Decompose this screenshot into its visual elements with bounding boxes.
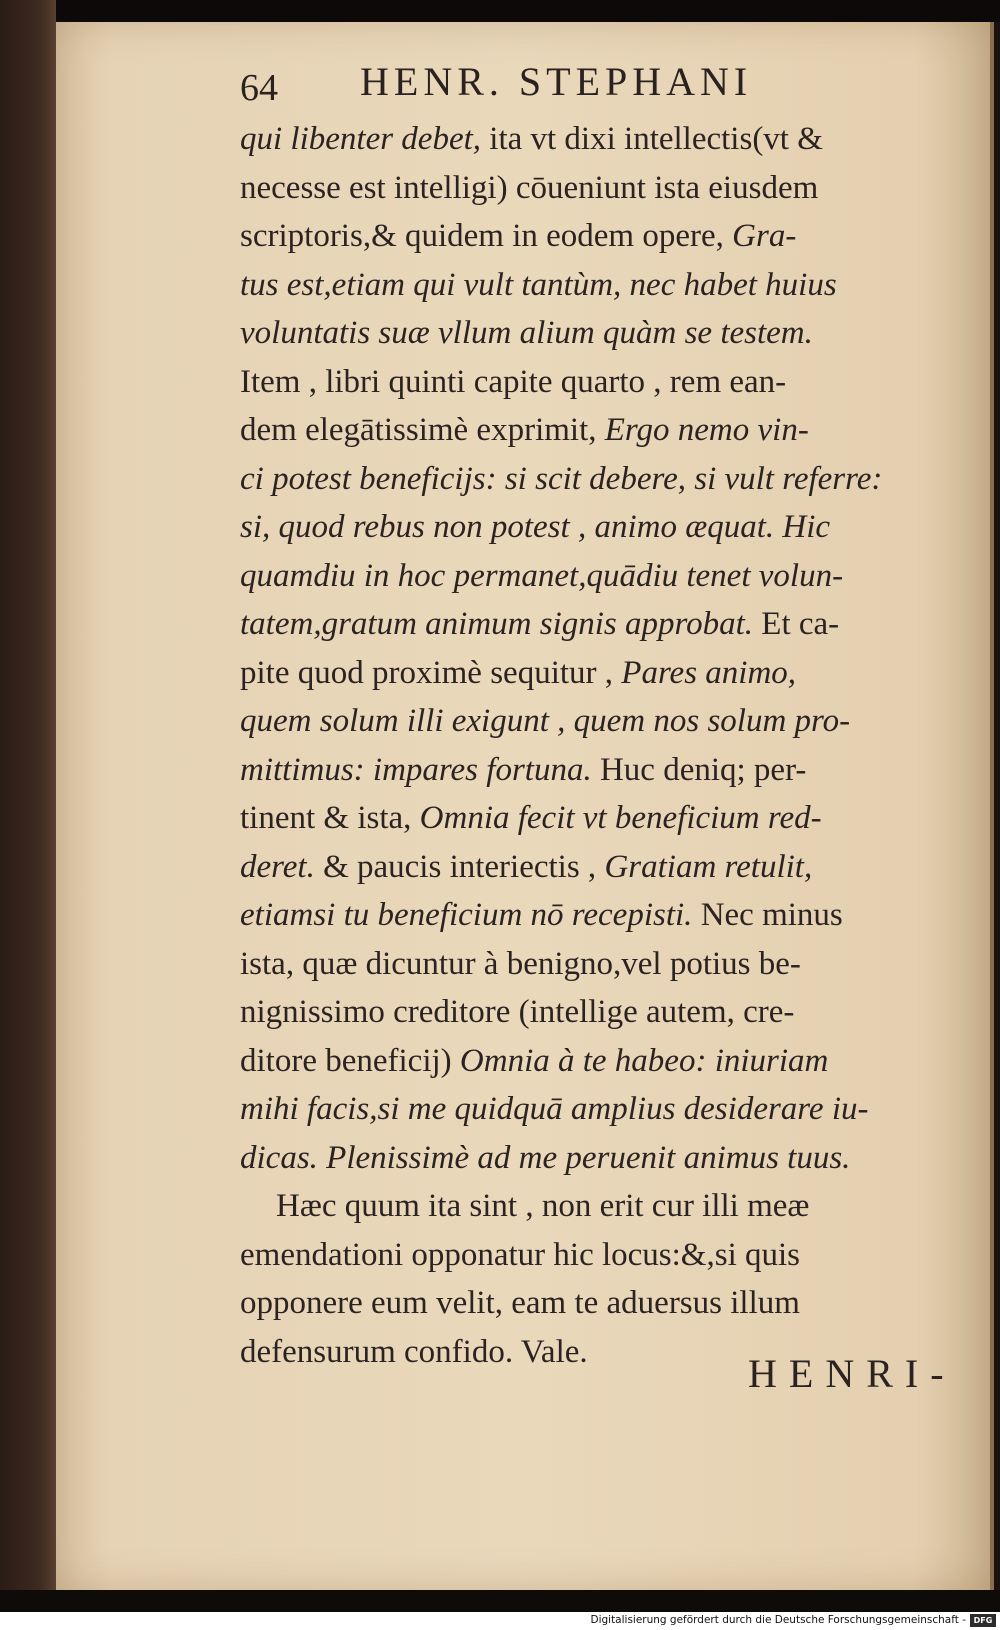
text-line	[240, 1085, 960, 1134]
roman-text: emendationi opponatur hic locus:&,si quis	[240, 1236, 801, 1273]
running-head	[240, 48, 880, 118]
italic-quotation: mittimus: impares fortuna.	[240, 751, 592, 788]
roman-text: opponere eum velit, eam te aduersus illum	[240, 1285, 800, 1321]
dfg-logo: DFG	[970, 1614, 996, 1627]
text-line	[240, 794, 960, 843]
text-line	[240, 309, 960, 358]
text-line	[240, 406, 960, 455]
roman-text: Huc deniq; per-	[591, 751, 807, 788]
digitization-footer	[0, 1612, 1000, 1630]
roman-text: & paucis interiectis ,	[314, 848, 605, 885]
italic-quotation: Pares animo,	[621, 654, 797, 691]
catchword: HENRI-	[748, 1351, 956, 1396]
italic-quotation: deret.	[240, 848, 315, 885]
text-line	[240, 988, 960, 1037]
italic-quotation: ci potest beneficijs: si scit debere, si vult referre:	[240, 460, 883, 497]
roman-text: dem elegātissimè exprimit,	[240, 412, 605, 448]
roman-text: Nec minus	[692, 897, 843, 933]
roman-text: Et ca-	[753, 606, 840, 642]
running-title: HENR. STEPHANI	[360, 59, 753, 104]
roman-text: Item , libri quinti capite quarto , rem ean-	[240, 363, 787, 400]
text-line	[240, 552, 960, 601]
text-line	[240, 115, 960, 164]
italic-quotation: Omnia à te habeo: iniuriam	[459, 1042, 829, 1079]
roman-text: Hæc quum ita sint , non erit cur illi meæ	[276, 1188, 810, 1224]
italic-quotation: qui libenter debet,	[240, 121, 482, 157]
page-number: 64	[240, 67, 278, 109]
text-line	[240, 697, 960, 746]
text-line	[240, 261, 960, 310]
text-line	[240, 455, 960, 504]
scan-bottom-border	[0, 1590, 1000, 1612]
italic-quotation: quamdiu in hoc permanet,quādiu tenet volun-	[240, 557, 844, 594]
roman-text: scriptoris,& quidem in eodem opere,	[240, 218, 733, 254]
roman-text: ditore beneficij)	[240, 1042, 460, 1079]
text-line	[240, 891, 960, 940]
italic-quotation: mihi facis,si me quidquā amplius desiderare iu-	[240, 1091, 869, 1127]
text-line	[240, 1231, 960, 1280]
text-line	[240, 649, 960, 698]
roman-text: tinent & ista,	[240, 800, 420, 836]
text-line	[240, 1037, 960, 1086]
italic-quotation: voluntatis suæ vllum alium quàm se testem.	[240, 315, 813, 351]
italic-quotation: si, quod rebus non potest , animo æquat. Hic	[240, 509, 831, 545]
body-text	[240, 115, 960, 1376]
italic-quotation: Ergo nemo vin-	[604, 412, 809, 448]
text-line	[240, 164, 960, 213]
text-line	[240, 843, 960, 892]
italic-quotation: tatem,gratum animum signis approbat.	[240, 606, 754, 642]
funding-credit: Digitalisierung gefördert durch die Deutsche Forschungsgemeinschaft -	[590, 1614, 966, 1626]
italic-quotation: dicas. Plenissimè ad me peruenit animus tuus.	[240, 1139, 851, 1176]
italic-quotation: etiamsi tu beneficium nō recepisti.	[240, 897, 693, 933]
italic-quotation: Gratiam retulit,	[604, 848, 813, 885]
text-line	[240, 212, 960, 261]
text-line	[240, 940, 960, 989]
text-line	[240, 1134, 960, 1183]
text-line	[240, 1279, 960, 1328]
text-line	[240, 746, 960, 795]
text-line	[240, 1182, 960, 1231]
roman-text: defensurum confido. Vale.	[240, 1333, 588, 1370]
roman-text: necesse est intelligi) cōueniunt ista eiusdem	[240, 169, 819, 206]
roman-text: ita vt dixi intellectis(vt &	[481, 121, 823, 157]
italic-quotation: tus est,etiam qui vult tantùm, nec habet huius	[240, 266, 837, 303]
text-line	[240, 358, 960, 407]
text-line	[240, 503, 960, 552]
text-line	[240, 600, 960, 649]
italic-quotation: Omnia fecit vt beneficium red-	[419, 800, 822, 836]
italic-quotation: Gra-	[732, 218, 797, 254]
roman-text: ista, quæ dicuntur à benigno,vel potius be-	[240, 945, 801, 982]
book-spine-shadow	[0, 0, 56, 1590]
roman-text: nignissimo creditore (intellige autem, cre-	[240, 994, 795, 1030]
roman-text: pite quod proximè sequitur ,	[240, 654, 622, 691]
italic-quotation: quem solum illi exigunt , quem nos solum pro-	[240, 703, 851, 739]
scan-top-border	[0, 0, 1000, 22]
